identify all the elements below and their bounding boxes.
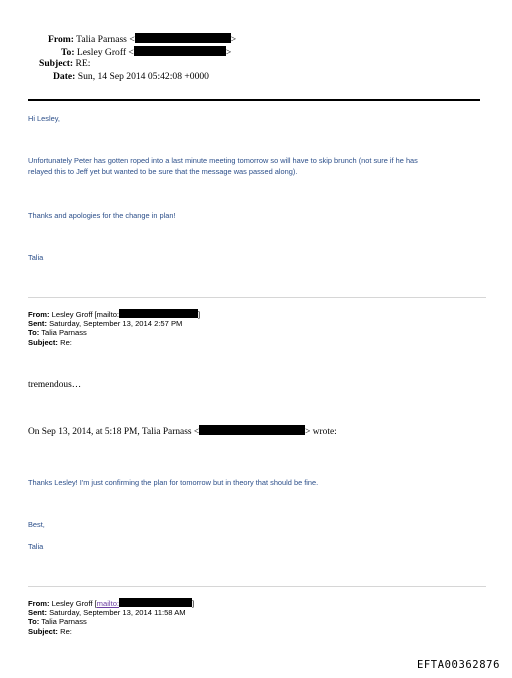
header-from-close: > bbox=[230, 34, 237, 45]
reply-signoff: Talia bbox=[28, 253, 44, 262]
quoted1-body: tremendous… bbox=[28, 380, 82, 390]
header-from-row bbox=[48, 33, 236, 47]
quoted1-from-value: Lesley Groff [mailto: bbox=[51, 310, 120, 319]
quoted3-from-value: Lesley Groff [ bbox=[51, 599, 97, 608]
header-from-value: Talia Parnass < bbox=[76, 34, 135, 45]
header-to-value: Lesley Groff < bbox=[76, 46, 134, 58]
quoted1-subject-label: Subject: bbox=[28, 337, 58, 347]
redaction-bar bbox=[134, 46, 226, 56]
quoted3-subject-label: Subject: bbox=[28, 626, 58, 636]
reply-body-line1: Unfortunately Peter has gotten roped into a last minute meeting tomorrow so will have to skip brunch (not sure if he has bbox=[28, 156, 418, 165]
quoted1-subject-row bbox=[28, 338, 72, 347]
quoted1-to-value: Talia Parnass bbox=[41, 328, 87, 337]
header-subject-value: RE: bbox=[75, 58, 91, 69]
header-from-label: From: bbox=[48, 34, 74, 45]
quoted3-mailto-link[interactable]: mailto: bbox=[96, 599, 120, 608]
quoted1-sent-row bbox=[28, 319, 182, 328]
quote-divider bbox=[28, 586, 486, 587]
reply-thanks: Thanks and apologies for the change in plan! bbox=[28, 211, 176, 220]
quote-divider bbox=[28, 297, 486, 298]
quoted1-from-label: From: bbox=[28, 310, 50, 319]
quoted2-best: Best, bbox=[28, 520, 45, 529]
header-to-row bbox=[61, 46, 231, 60]
quoted3-sent-value: Saturday, September 13, 2014 11:58 AM bbox=[49, 607, 186, 617]
quoted3-from-label: From: bbox=[28, 599, 50, 608]
quoted1-from-close: ] bbox=[198, 310, 201, 319]
header-date-label: Date: bbox=[53, 71, 76, 82]
quoted3-sent-label: Sent: bbox=[28, 607, 47, 617]
reply-body-line2: relayed this to Jeff yet but wanted to be sure that the message was passed along). bbox=[28, 167, 298, 176]
header-subject-label: Subject: bbox=[39, 58, 74, 69]
redaction-bar bbox=[119, 598, 195, 608]
header-to-label: To: bbox=[61, 46, 75, 58]
quoted1-on-prefix: On Sep 13, 2014, at 5:18 PM, Talia Parnass < bbox=[28, 427, 200, 437]
quoted3-subject-row bbox=[28, 627, 72, 636]
redaction-bar bbox=[135, 33, 231, 43]
header-date-row bbox=[53, 71, 209, 84]
header-to-close: > bbox=[225, 46, 232, 58]
quoted1-to-row bbox=[28, 328, 87, 337]
redaction-bar bbox=[199, 425, 305, 435]
reply-greeting: Hi Lesley, bbox=[28, 114, 60, 123]
quoted1-sent-label: Sent: bbox=[28, 318, 47, 328]
quoted3-to-row bbox=[28, 617, 87, 626]
quoted1-on-suffix: > wrote: bbox=[305, 427, 337, 437]
quoted1-subject-value: Re: bbox=[60, 337, 72, 347]
quoted2-body: Thanks Lesley! I'm just confirming the plan for tomorrow but in theory that should be fine. bbox=[28, 478, 319, 487]
quoted3-to-value: Talia Parnass bbox=[41, 617, 87, 626]
header-divider bbox=[28, 99, 480, 101]
header-date-value: Sun, 14 Sep 2014 05:42:08 +0000 bbox=[77, 71, 209, 82]
quoted2-signoff: Talia bbox=[28, 542, 44, 551]
bates-number: EFTA00362876 bbox=[416, 659, 500, 671]
quoted1-on-wrote bbox=[28, 425, 337, 437]
header-subject-row bbox=[39, 58, 90, 71]
quoted1-to-label: To: bbox=[28, 328, 40, 337]
redaction-bar bbox=[119, 309, 201, 319]
quoted3-from-close: ] bbox=[192, 599, 195, 608]
quoted3-to-label: To: bbox=[28, 617, 40, 626]
quoted3-sent-row bbox=[28, 608, 186, 617]
quoted3-subject-value: Re: bbox=[60, 626, 72, 636]
quoted1-sent-value: Saturday, September 13, 2014 2:57 PM bbox=[49, 318, 183, 328]
